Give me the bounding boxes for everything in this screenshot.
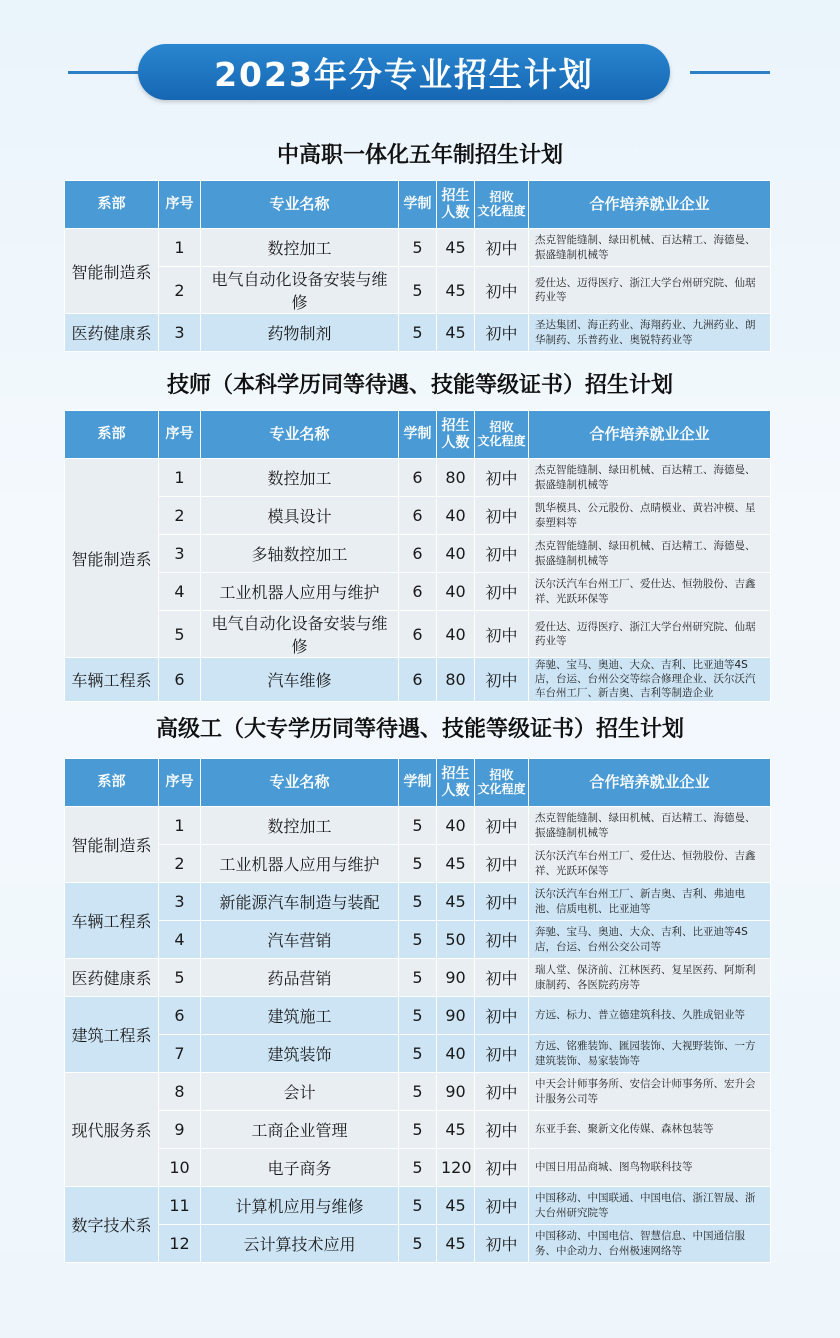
cell-years: 6 xyxy=(399,497,437,535)
cell-seq: 8 xyxy=(159,1073,201,1111)
cell-count: 40 xyxy=(437,497,475,535)
cell-major: 工业机器人应用与维护 xyxy=(201,845,399,883)
cell-dept: 车辆工程系 xyxy=(65,883,159,959)
cell-count: 45 xyxy=(437,229,475,267)
cell-dept: 医药健康系 xyxy=(65,314,159,352)
cell-count: 90 xyxy=(437,959,475,997)
header-enterprise: 合作培养就业企业 xyxy=(529,759,771,807)
cell-major: 汽车营销 xyxy=(201,921,399,959)
cell-years: 5 xyxy=(399,997,437,1035)
header-level: 招收 文化程度 xyxy=(475,411,529,459)
table-row xyxy=(65,921,771,959)
page-title: 2023年分专业招生计划 xyxy=(214,54,594,94)
cell-major: 工业机器人应用与维护 xyxy=(201,573,399,611)
cell-enterprise: 方远、标力、普立德建筑科技、久胜成铝业等 xyxy=(529,997,771,1035)
cell-level: 初中 xyxy=(475,497,529,535)
cell-seq: 2 xyxy=(159,845,201,883)
cell-major: 多轴数控加工 xyxy=(201,535,399,573)
cell-enterprise: 凯华模具、公元股份、点睛模业、黄岩冲模、星泰塑料等 xyxy=(529,497,771,535)
header-major: 专业名称 xyxy=(201,411,399,459)
cell-years: 5 xyxy=(399,845,437,883)
cell-level: 初中 xyxy=(475,959,529,997)
cell-enterprise: 沃尔沃汽车台州工厂、爱仕达、恒勃股份、吉鑫祥、光跃环保等 xyxy=(529,573,771,611)
cell-enterprise: 奔驰、宝马、奥迪、大众、吉利、比亚迪等4S店，台运、台州公交公司等 xyxy=(529,921,771,959)
cell-count: 120 xyxy=(437,1149,475,1187)
section-title: 高级工（大专学历同等待遇、技能等级证书）招生计划 xyxy=(155,717,684,742)
header-years: 学制 xyxy=(399,411,437,459)
cell-level: 初中 xyxy=(475,314,529,352)
cell-dept: 数字技术系 xyxy=(65,1187,159,1263)
table-row xyxy=(65,497,771,535)
plan-table xyxy=(64,410,771,702)
cell-level: 初中 xyxy=(475,535,529,573)
table-row xyxy=(65,267,771,314)
cell-years: 5 xyxy=(399,1111,437,1149)
header-count: 招生 人数 xyxy=(437,411,475,459)
cell-level: 初中 xyxy=(475,921,529,959)
cell-count: 45 xyxy=(437,1111,475,1149)
cell-seq: 3 xyxy=(159,535,201,573)
cell-years: 5 xyxy=(399,267,437,314)
table-row xyxy=(65,314,771,352)
cell-count: 45 xyxy=(437,267,475,314)
cell-major: 药物制剂 xyxy=(201,314,399,352)
cell-seq: 9 xyxy=(159,1111,201,1149)
cell-years: 5 xyxy=(399,1035,437,1073)
banner-pill xyxy=(138,44,670,100)
table-row xyxy=(65,1225,771,1263)
table-row xyxy=(65,535,771,573)
header-years: 学制 xyxy=(399,759,437,807)
cell-level: 初中 xyxy=(475,883,529,921)
cell-level: 初中 xyxy=(475,573,529,611)
cell-major: 云计算技术应用 xyxy=(201,1225,399,1263)
cell-major: 汽车维修 xyxy=(201,658,399,702)
cell-enterprise: 爱仕达、迈得医疗、浙江大学台州研究院、仙琚药业等 xyxy=(529,267,771,314)
cell-count: 40 xyxy=(437,807,475,845)
cell-enterprise: 圣达集团、海正药业、海翔药业、九洲药业、朗华制药、乐普药业、奥锐特药业等 xyxy=(529,314,771,352)
cell-seq: 5 xyxy=(159,959,201,997)
cell-major: 模具设计 xyxy=(201,497,399,535)
table-row xyxy=(65,611,771,658)
cell-enterprise: 方远、铭雅装饰、匯园装饰、大视野装饰、一方建筑装饰、易家装饰等 xyxy=(529,1035,771,1073)
cell-level: 初中 xyxy=(475,459,529,497)
header-level: 招收 文化程度 xyxy=(475,759,529,807)
cell-years: 6 xyxy=(399,535,437,573)
cell-years: 5 xyxy=(399,1225,437,1263)
cell-major: 建筑施工 xyxy=(201,997,399,1035)
cell-count: 45 xyxy=(437,314,475,352)
cell-level: 初中 xyxy=(475,1225,529,1263)
cell-enterprise: 中国日用品商城、图鸟物联科技等 xyxy=(529,1149,771,1187)
cell-dept: 医药健康系 xyxy=(65,959,159,997)
header-major: 专业名称 xyxy=(201,181,399,229)
cell-enterprise: 杰克智能缝制、绿田机械、百达精工、海德曼、振盛缝制机械等 xyxy=(529,459,771,497)
header-level: 招收 文化程度 xyxy=(475,181,529,229)
cell-major: 会计 xyxy=(201,1073,399,1111)
cell-enterprise: 杰克智能缝制、绿田机械、百达精工、海德曼、振盛缝制机械等 xyxy=(529,535,771,573)
cell-count: 90 xyxy=(437,1073,475,1111)
cell-count: 40 xyxy=(437,1035,475,1073)
table-row xyxy=(65,573,771,611)
cell-years: 5 xyxy=(399,314,437,352)
cell-count: 90 xyxy=(437,997,475,1035)
cell-seq: 12 xyxy=(159,1225,201,1263)
cell-level: 初中 xyxy=(475,1149,529,1187)
cell-count: 45 xyxy=(437,1187,475,1225)
cell-seq: 4 xyxy=(159,921,201,959)
cell-major: 数控加工 xyxy=(201,459,399,497)
cell-enterprise: 瑞人堂、保济前、江林医药、复星医药、阿斯利康制药、各医院药房等 xyxy=(529,959,771,997)
cell-years: 5 xyxy=(399,229,437,267)
cell-dept: 车辆工程系 xyxy=(65,658,159,702)
cell-years: 5 xyxy=(399,883,437,921)
cell-seq: 4 xyxy=(159,573,201,611)
cell-major: 数控加工 xyxy=(201,229,399,267)
cell-seq: 6 xyxy=(159,997,201,1035)
cell-years: 6 xyxy=(399,658,437,702)
cell-enterprise: 中国移动、中国电信、智慧信息、中国通信服务、中企动力、台州极速网络等 xyxy=(529,1225,771,1263)
cell-seq: 5 xyxy=(159,611,201,658)
table-row xyxy=(65,1035,771,1073)
cell-major: 计算机应用与维修 xyxy=(201,1187,399,1225)
cell-seq: 11 xyxy=(159,1187,201,1225)
cell-years: 5 xyxy=(399,959,437,997)
header-seq: 序号 xyxy=(159,411,201,459)
cell-enterprise: 杰克智能缝制、绿田机械、百达精工、海德曼、振盛缝制机械等 xyxy=(529,229,771,267)
header-enterprise: 合作培养就业企业 xyxy=(529,411,771,459)
cell-dept: 智能制造系 xyxy=(65,229,159,314)
cell-enterprise: 杰克智能缝制、绿田机械、百达精工、海德曼、振盛缝制机械等 xyxy=(529,807,771,845)
header-count: 招生 人数 xyxy=(437,759,475,807)
cell-years: 6 xyxy=(399,611,437,658)
cell-enterprise: 东亚手套、聚新文化传媒、森林包装等 xyxy=(529,1111,771,1149)
table-row xyxy=(65,229,771,267)
cell-enterprise: 沃尔沃汽车台州工厂、爱仕达、恒勃股份、吉鑫祥、光跃环保等 xyxy=(529,845,771,883)
banner-line-right xyxy=(690,71,770,74)
cell-count: 80 xyxy=(437,658,475,702)
section-title: 中高职一体化五年制招生计划 xyxy=(276,143,563,168)
title-banner xyxy=(0,44,840,100)
cell-count: 80 xyxy=(437,459,475,497)
cell-count: 40 xyxy=(437,573,475,611)
cell-years: 6 xyxy=(399,573,437,611)
header-seq: 序号 xyxy=(159,181,201,229)
cell-major: 电子商务 xyxy=(201,1149,399,1187)
cell-seq: 7 xyxy=(159,1035,201,1073)
cell-seq: 2 xyxy=(159,267,201,314)
table-row xyxy=(65,459,771,497)
cell-count: 40 xyxy=(437,611,475,658)
header-dept: 系部 xyxy=(65,181,159,229)
table-row xyxy=(65,1187,771,1225)
cell-years: 5 xyxy=(399,807,437,845)
cell-seq: 2 xyxy=(159,497,201,535)
header-enterprise: 合作培养就业企业 xyxy=(529,181,771,229)
cell-seq: 3 xyxy=(159,883,201,921)
cell-years: 5 xyxy=(399,1187,437,1225)
table-header-row xyxy=(65,181,771,229)
table-row xyxy=(65,1149,771,1187)
cell-count: 45 xyxy=(437,1225,475,1263)
cell-level: 初中 xyxy=(475,658,529,702)
cell-enterprise: 沃尔沃汽车台州工厂、新吉奥、吉利、弗迪电池、信质电机、比亚迪等 xyxy=(529,883,771,921)
table-row xyxy=(65,1073,771,1111)
table-header-row xyxy=(65,411,771,459)
header-dept: 系部 xyxy=(65,411,159,459)
cell-seq: 3 xyxy=(159,314,201,352)
table-row xyxy=(65,997,771,1035)
cell-count: 40 xyxy=(437,535,475,573)
cell-count: 45 xyxy=(437,845,475,883)
cell-major: 新能源汽车制造与装配 xyxy=(201,883,399,921)
cell-years: 5 xyxy=(399,921,437,959)
header-dept: 系部 xyxy=(65,759,159,807)
header-count: 招生 人数 xyxy=(437,181,475,229)
cell-dept: 智能制造系 xyxy=(65,459,159,658)
cell-seq: 6 xyxy=(159,658,201,702)
cell-dept: 智能制造系 xyxy=(65,807,159,883)
header-major: 专业名称 xyxy=(201,759,399,807)
table-row xyxy=(65,845,771,883)
cell-dept: 现代服务系 xyxy=(65,1073,159,1187)
cell-count: 50 xyxy=(437,921,475,959)
cell-level: 初中 xyxy=(475,1187,529,1225)
table-row xyxy=(65,658,771,702)
cell-years: 5 xyxy=(399,1149,437,1187)
cell-level: 初中 xyxy=(475,807,529,845)
cell-seq: 1 xyxy=(159,229,201,267)
cell-level: 初中 xyxy=(475,229,529,267)
banner-line-left xyxy=(68,71,148,74)
cell-major: 工商企业管理 xyxy=(201,1111,399,1149)
section-title: 技师（本科学历同等待遇、技能等级证书）招生计划 xyxy=(166,373,673,398)
plan-table xyxy=(64,758,771,1263)
cell-enterprise: 中国移动、中国联通、中国电信、浙江智晟、浙大台州研究院等 xyxy=(529,1187,771,1225)
cell-level: 初中 xyxy=(475,1035,529,1073)
cell-dept: 建筑工程系 xyxy=(65,997,159,1073)
cell-count: 45 xyxy=(437,883,475,921)
cell-major: 数控加工 xyxy=(201,807,399,845)
table-row xyxy=(65,1111,771,1149)
cell-level: 初中 xyxy=(475,845,529,883)
cell-level: 初中 xyxy=(475,267,529,314)
cell-major: 药品营销 xyxy=(201,959,399,997)
plan-table xyxy=(64,180,771,352)
header-years: 学制 xyxy=(399,181,437,229)
cell-years: 5 xyxy=(399,1073,437,1111)
cell-level: 初中 xyxy=(475,611,529,658)
table-row xyxy=(65,807,771,845)
cell-level: 初中 xyxy=(475,997,529,1035)
cell-major: 电气自动化设备安装与维修 xyxy=(201,267,399,314)
cell-enterprise: 奔驰、宝马、奥迪、大众、吉利、比亚迪等4S店，台运、台州公交等综合修理企业、沃尔沃汽车台州工厂、新吉奥、吉利等制造企业 xyxy=(529,658,771,702)
cell-seq: 1 xyxy=(159,459,201,497)
cell-seq: 10 xyxy=(159,1149,201,1187)
cell-major: 建筑装饰 xyxy=(201,1035,399,1073)
cell-years: 6 xyxy=(399,459,437,497)
table-row xyxy=(65,959,771,997)
table-row xyxy=(65,883,771,921)
cell-major: 电气自动化设备安装与维修 xyxy=(201,611,399,658)
table-header-row xyxy=(65,759,771,807)
cell-enterprise: 爱仕达、迈得医疗、浙江大学台州研究院、仙琚药业等 xyxy=(529,611,771,658)
header-seq: 序号 xyxy=(159,759,201,807)
cell-level: 初中 xyxy=(475,1073,529,1111)
cell-seq: 1 xyxy=(159,807,201,845)
cell-enterprise: 中天会计师事务所、安信会计师事务所、宏升会计服务公司等 xyxy=(529,1073,771,1111)
cell-level: 初中 xyxy=(475,1111,529,1149)
